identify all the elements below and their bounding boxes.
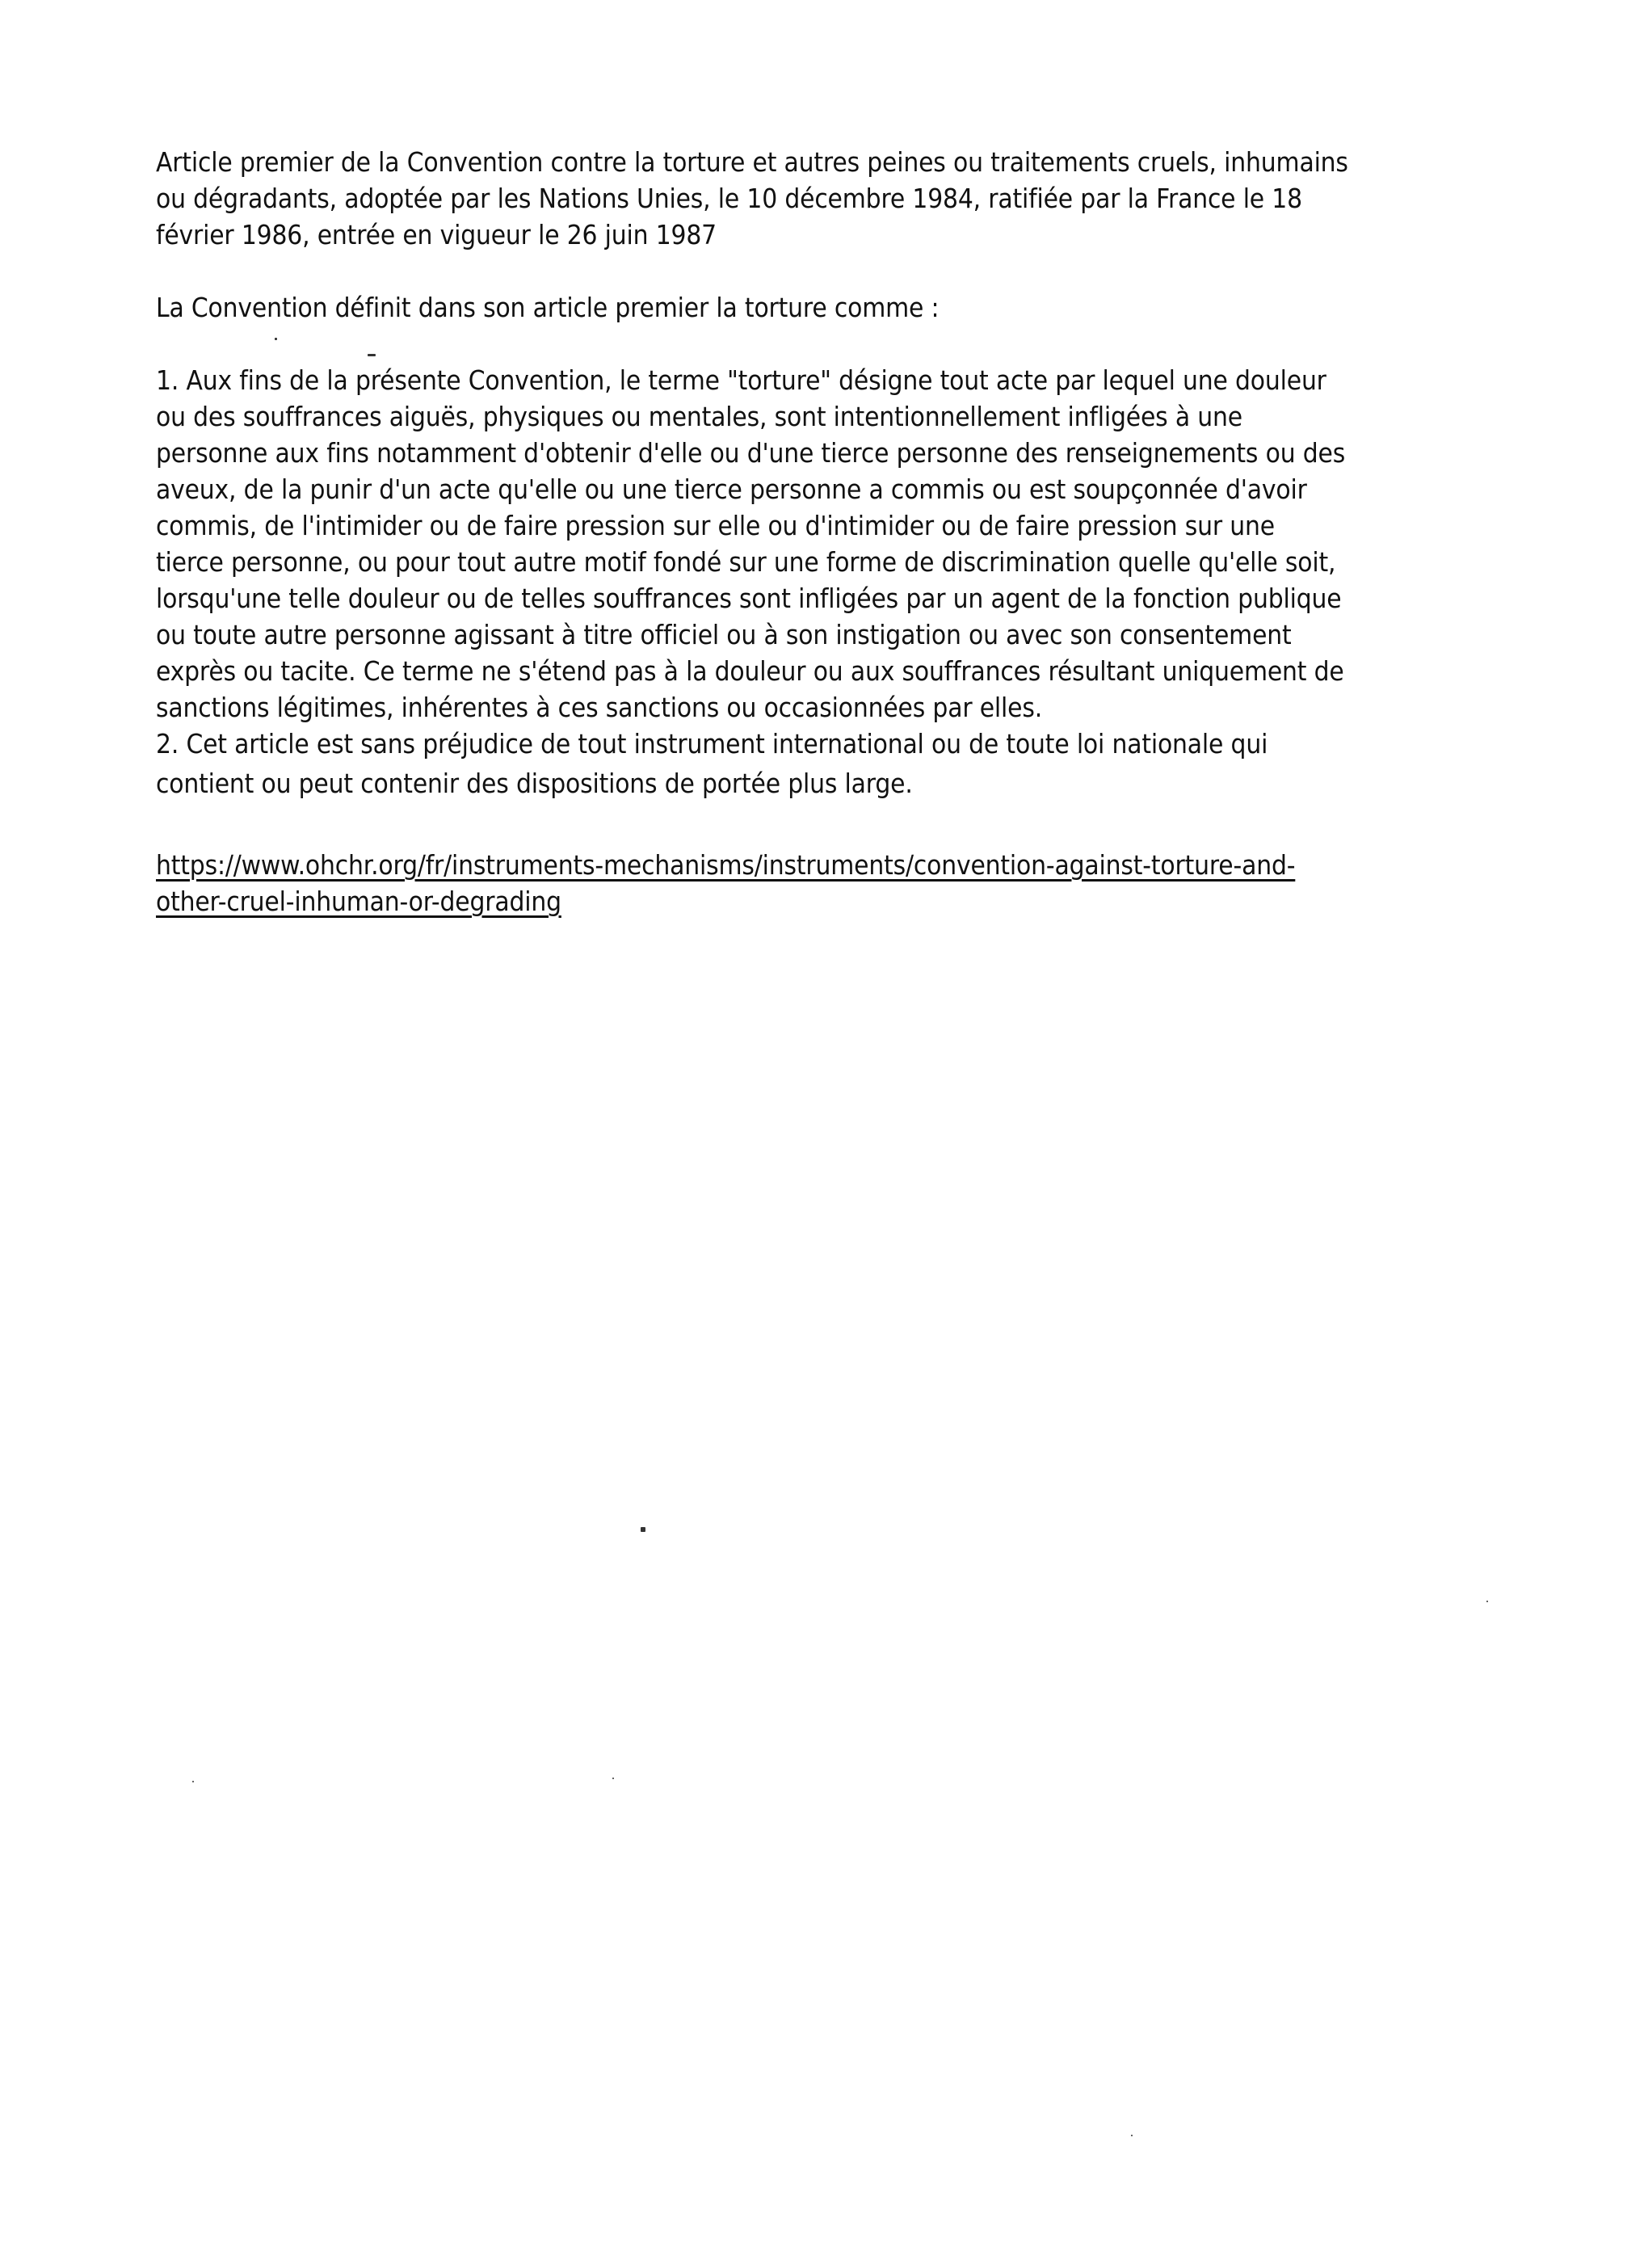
intro-line: ou dégradants, adoptée par les Nations Unies, le 10 décembre 1984, ratifiée par la France le 18 — [156, 183, 1302, 214]
article-paragraph-2 — [156, 726, 1529, 802]
source-link-line[interactable]: other-cruel-inhuman-or-degrading — [156, 886, 561, 917]
article-paragraph-1 — [156, 362, 1529, 726]
scan-speck — [1486, 1601, 1488, 1602]
lead-paragraph — [156, 289, 1529, 326]
scan-speck — [641, 1527, 645, 1532]
paragraph-line: contient ou peut contenir des dispositions de portée plus large. — [156, 768, 913, 799]
paragraph-line: sanctions légitimes, inhérentes à ces sanctions ou occasionnées par elles. — [156, 692, 1043, 723]
intro-line: février 1986, entrée en vigueur le 26 juin 1987 — [156, 219, 717, 250]
paragraph-line: 1. Aux fins de la présente Convention, le terme "torture" désigne tout acte par lequel une douleur — [156, 364, 1326, 396]
paragraph-line: exprès ou tacite. Ce terme ne s'étend pas à la douleur ou aux souffrances résultant uniquement de — [156, 655, 1344, 687]
paragraph-line: 2. Cet article est sans préjudice de tout instrument international ou de toute loi nationale qui — [156, 728, 1268, 760]
scan-speck — [192, 1781, 194, 1782]
scan-speck — [612, 1778, 614, 1779]
lead-line: La Convention définit dans son article premier la torture comme : — [156, 292, 940, 323]
intro-paragraph — [156, 144, 1529, 253]
scan-speck — [275, 338, 277, 340]
scan-speck — [1131, 2135, 1133, 2136]
paragraph-line: personne aux fins notamment d'obtenir d'elle ou d'une tierce personne des renseignements ou des — [156, 437, 1346, 469]
source-link[interactable] — [156, 847, 1529, 919]
source-link-line[interactable]: https://www.ohchr.org/fr/instruments-mechanisms/instruments/convention-against-torture-and- — [156, 849, 1296, 881]
paragraph-line: tierce personne, ou pour tout autre motif fondé sur une forme de discrimination quelle qu'elle soit, — [156, 546, 1336, 578]
paragraph-line: lorsqu'une telle douleur ou de telles souffrances sont infligées par un agent de la fonction publique — [156, 583, 1342, 614]
scan-speck — [368, 354, 376, 356]
intro-line: Article premier de la Convention contre la torture et autres peines ou traitements cruels, inhumains — [156, 146, 1348, 178]
paragraph-line: commis, de l'intimider ou de faire pression sur elle ou d'intimider ou de faire pression sur une — [156, 510, 1275, 541]
paragraph-line: ou toute autre personne agissant à titre officiel ou à son instigation ou avec son consentement — [156, 619, 1292, 650]
paragraph-line: aveux, de la punir d'un acte qu'elle ou une tierce personne a commis ou est soupçonnée d'avoir — [156, 473, 1307, 505]
paragraph-line: ou des souffrances aiguës, physiques ou mentales, sont intentionnellement infligées à une — [156, 401, 1242, 432]
